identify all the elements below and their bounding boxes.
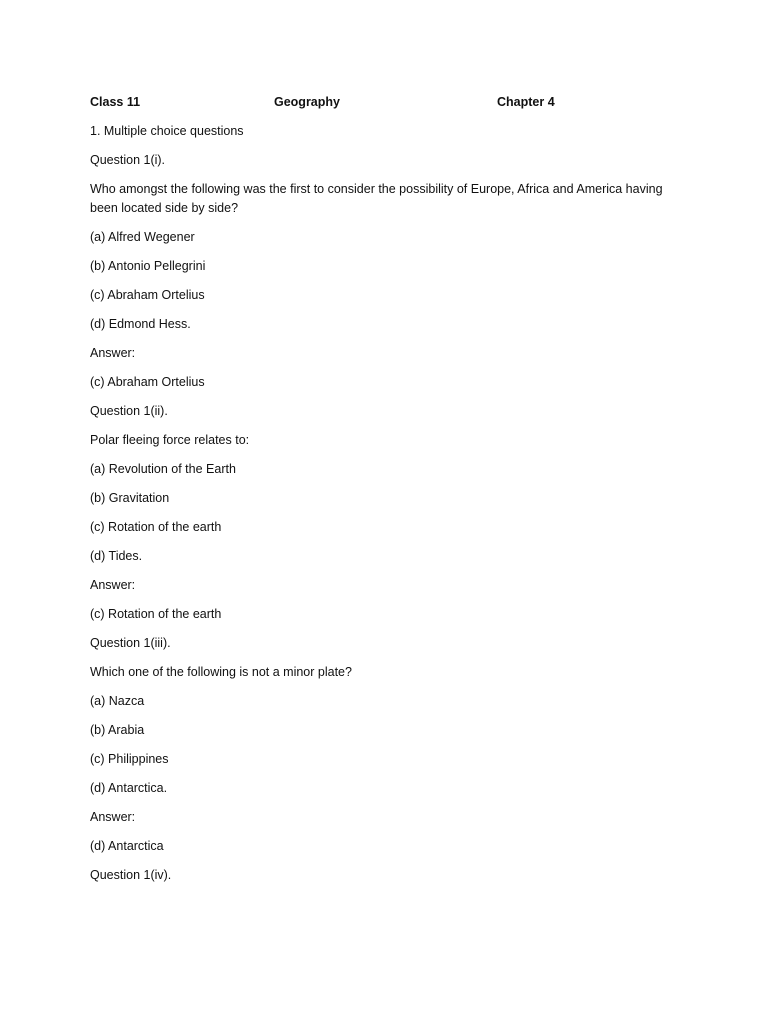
document-page — [90, 93, 690, 895]
header-subject: Geography — [274, 95, 340, 109]
option: (a) Nazca — [90, 694, 145, 708]
option: (b) Antonio Pellegrini — [90, 259, 206, 273]
answer-text: (c) Rotation of the earth — [90, 607, 222, 621]
option: (d) Edmond Hess. — [90, 317, 191, 331]
header-chapter: Chapter 4 — [497, 95, 555, 109]
option: (b) Arabia — [90, 723, 145, 737]
question-text: Which one of the following is not a minor plate? — [90, 665, 352, 679]
question-label: Question 1(iii). — [90, 636, 171, 650]
option: (b) Gravitation — [90, 491, 170, 505]
answer-label: Answer: — [90, 578, 136, 592]
answer-text: (c) Abraham Ortelius — [90, 375, 205, 389]
answer-label: Answer: — [90, 346, 136, 360]
question-text: Polar fleeing force relates to: — [90, 433, 250, 447]
question-label: Question 1(iv). — [90, 868, 172, 882]
option: (a) Revolution of the Earth — [90, 462, 236, 476]
question-label: Question 1(ii). — [90, 404, 168, 418]
option: (c) Philippines — [90, 752, 169, 766]
document-header — [90, 93, 690, 112]
option: (c) Abraham Ortelius — [90, 288, 205, 302]
option: (d) Tides. — [90, 549, 143, 563]
answer-label: Answer: — [90, 810, 136, 824]
question-label: Question 1(i). — [90, 153, 166, 167]
question-text: Who amongst the following was the first to consider the possibility of Europe, Africa and America having been located side by side? — [90, 182, 663, 215]
answer-text: (d) Antarctica — [90, 839, 164, 853]
header-class: Class 11 — [90, 95, 141, 109]
option: (c) Rotation of the earth — [90, 520, 222, 534]
section-title: 1. Multiple choice questions — [90, 124, 244, 138]
option: (d) Antarctica. — [90, 781, 168, 795]
option: (a) Alfred Wegener — [90, 230, 195, 244]
